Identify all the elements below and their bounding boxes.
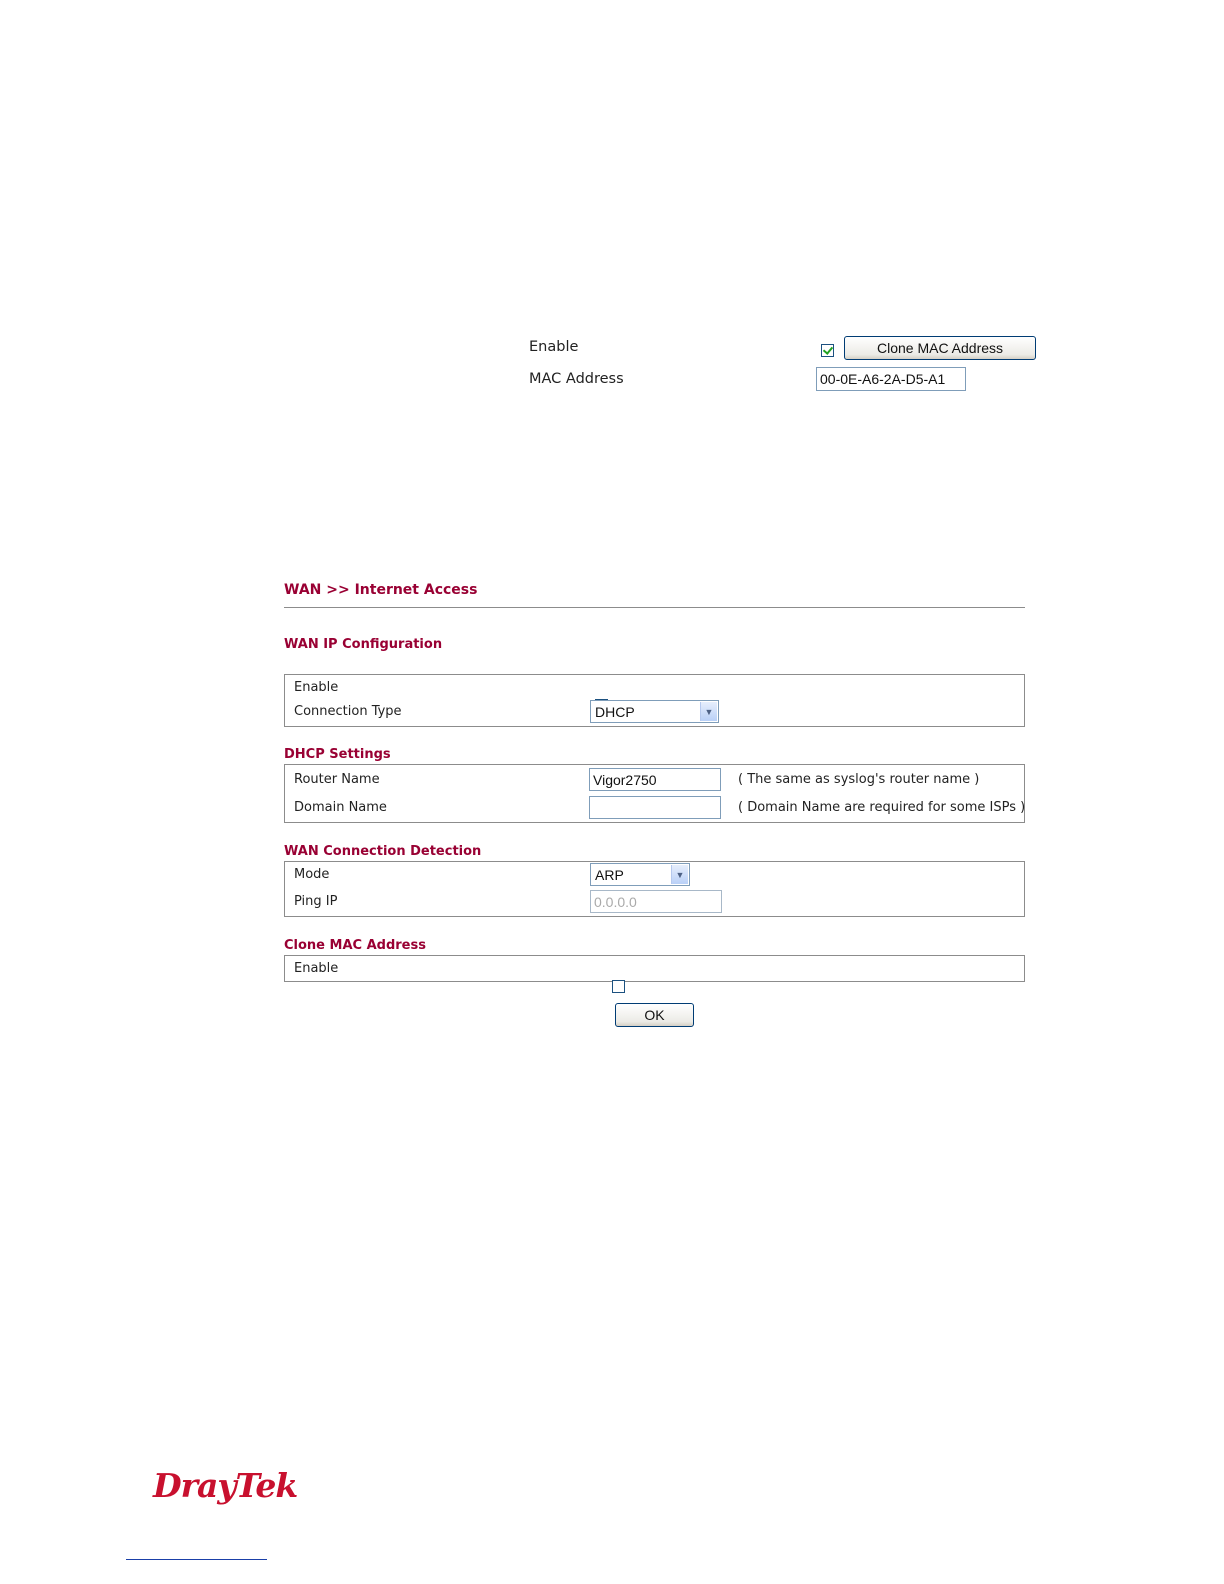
connection-type-label: Connection Type bbox=[294, 704, 402, 719]
domain-name-note: ( Domain Name are required for some ISPs ) bbox=[738, 800, 1026, 815]
clone-mac-snippet bbox=[0, 0, 1224, 387]
ping-ip-input[interactable]: 0.0.0.0 bbox=[590, 890, 722, 913]
footer-divider bbox=[126, 1559, 267, 1560]
mac-address-input[interactable]: 00-0E-A6-2A-D5-A1 bbox=[816, 367, 966, 391]
draytek-logo: DrayTek bbox=[153, 1466, 298, 1505]
snippet-enable-checkbox[interactable] bbox=[821, 344, 834, 357]
chevron-down-icon[interactable]: ▼ bbox=[700, 702, 717, 721]
snippet-enable-label: Enable bbox=[529, 339, 579, 355]
clone-mac-enable-label: Enable bbox=[294, 961, 339, 976]
router-name-label: Router Name bbox=[294, 772, 380, 787]
wan-ip-section-title: WAN IP Configuration bbox=[284, 637, 443, 652]
router-name-note: ( The same as syslog's router name ) bbox=[738, 772, 980, 787]
title-divider bbox=[284, 607, 1025, 608]
router-name-input[interactable]: Vigor2750 bbox=[589, 768, 721, 791]
page-title: WAN >> Internet Access bbox=[284, 582, 478, 598]
mode-label: Mode bbox=[294, 867, 330, 882]
domain-name-input[interactable] bbox=[589, 796, 721, 819]
clone-mac-enable-checkbox[interactable] bbox=[612, 980, 625, 993]
clone-mac-address-button[interactable]: Clone MAC Address bbox=[844, 336, 1036, 360]
ping-ip-label: Ping IP bbox=[294, 894, 338, 909]
clone-mac-box bbox=[284, 955, 1025, 982]
domain-name-label: Domain Name bbox=[294, 800, 387, 815]
connection-type-select[interactable] bbox=[590, 700, 719, 723]
wan-ip-enable-label: Enable bbox=[294, 680, 339, 695]
clone-mac-section-title: Clone MAC Address bbox=[284, 938, 426, 953]
mode-value: ARP bbox=[595, 866, 624, 883]
detection-section-title: WAN Connection Detection bbox=[284, 844, 482, 859]
mode-select[interactable] bbox=[590, 863, 690, 886]
connection-type-value: DHCP bbox=[595, 703, 635, 720]
snippet-mac-label: MAC Address bbox=[529, 371, 624, 387]
ok-button[interactable]: OK bbox=[615, 1003, 694, 1027]
dhcp-section-title: DHCP Settings bbox=[284, 747, 391, 762]
chevron-down-icon[interactable]: ▼ bbox=[671, 865, 688, 884]
